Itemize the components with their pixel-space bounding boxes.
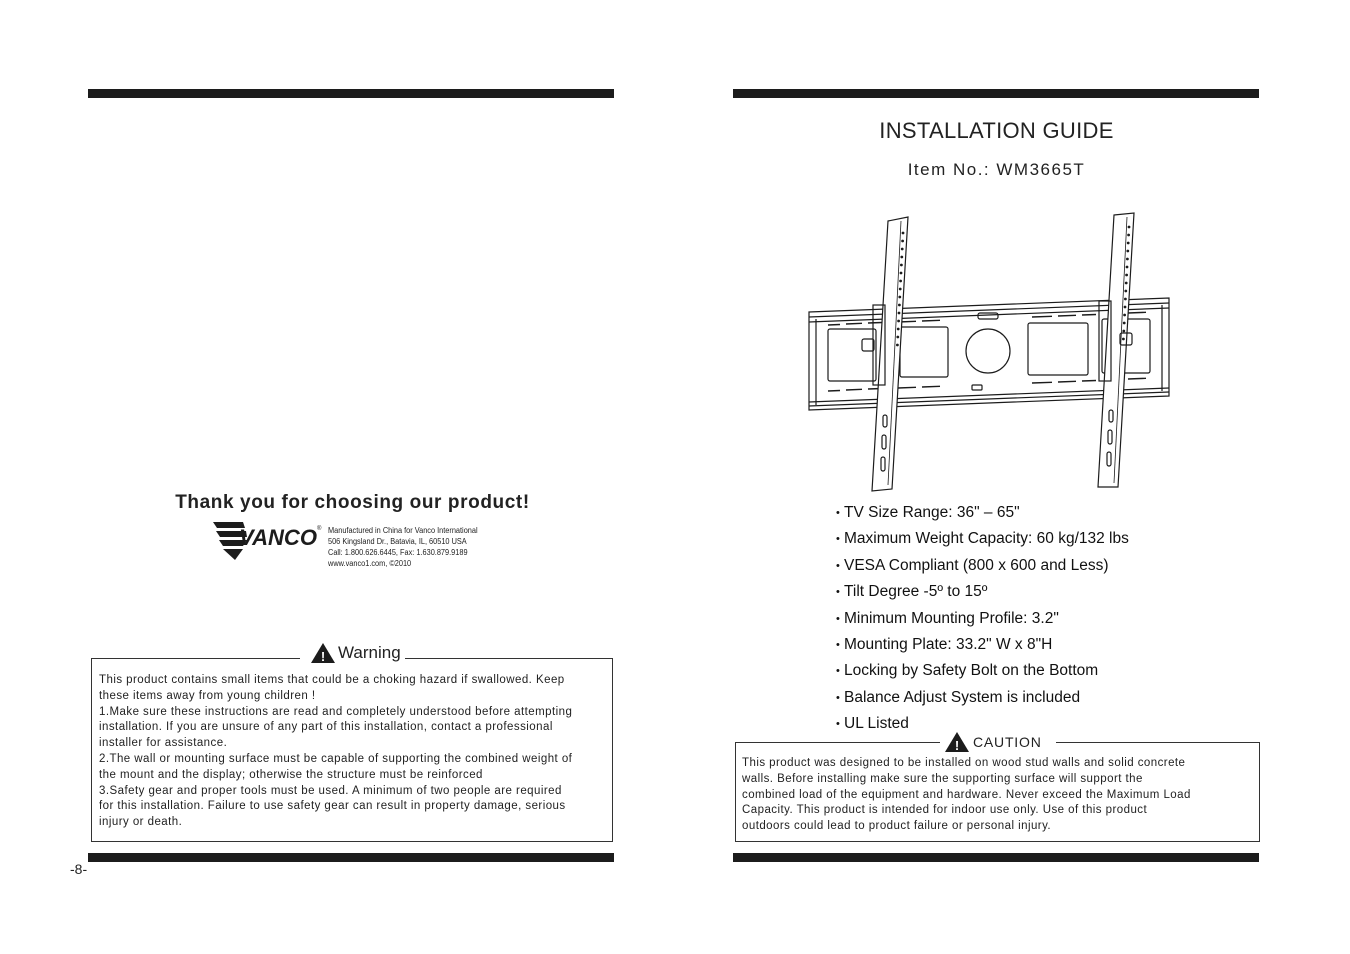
caution-text [742, 756, 1258, 835]
warning-line: 2.The wall or mounting surface must be capable of supporting the combined weight of [99, 752, 573, 765]
warning-text [99, 673, 611, 831]
warning-line: injury or death. [99, 816, 183, 829]
spec-item: • VESA Compliant (800 x 600 and Less) [836, 556, 1109, 574]
warning-line: 1.Make sure these instructions are read and completely understood before attempting [99, 705, 573, 718]
caution-line: Capacity. This product is intended for indoor use only. Use of this product [742, 804, 1148, 817]
logo-registered-mark: ® [317, 526, 322, 532]
right-bottom-rule [733, 853, 1259, 862]
caution-line: combined load of the equipment and hardware. Never exceed the Maximum Load [742, 788, 1191, 801]
mount-illustration [800, 205, 1180, 495]
spec-item: • Minimum Mounting Profile: 3.2" [836, 609, 1059, 627]
manufacturer-line: Manufactured in China for Vanco International [328, 526, 478, 535]
spec-item: • Tilt Degree -5º to 15º [836, 583, 988, 601]
caution-heading: CAUTION [973, 734, 1042, 750]
warning-line: This product contains small items that could be a choking hazard if swallowed. Keep [99, 674, 565, 686]
spec-item: • Maximum Weight Capacity: 60 kg/132 lbs [836, 530, 1129, 548]
spec-item: • Balance Adjust System is included [836, 688, 1081, 706]
page-title: INSTALLATION GUIDE [879, 118, 1114, 143]
caution-line: walls. Before installing make sure the supporting surface will support the [742, 772, 1143, 785]
left-bottom-rule [88, 853, 614, 862]
logo-wordmark: VANCO [239, 525, 317, 550]
svg-text:!: ! [320, 649, 326, 664]
warning-line: these items away from young children ! [99, 689, 316, 702]
spec-item: • TV Size Range: 36" – 65" [836, 504, 1020, 522]
left-top-rule [88, 89, 614, 98]
item-number: Item No.: WM3665T [907, 160, 1086, 179]
spec-item: • UL Listed [836, 715, 909, 733]
vanco-logo [213, 518, 323, 562]
caution-line: outdoors could lead to product failure or personal injury. [742, 820, 1052, 833]
spec-item: • Locking by Safety Bolt on the Bottom [836, 662, 1099, 680]
warning-legend [300, 640, 405, 666]
page-number: -8- [70, 861, 88, 877]
spec-item: • Mounting Plate: 33.2" W x 8"H [836, 636, 1053, 654]
manufacturer-line: www.vanco1.com, ©2010 [328, 559, 412, 568]
warning-line: installer for assistance. [99, 737, 228, 750]
manufacturer-line: Call: 1.800.626.6445, Fax: 1.630.879.9189 [328, 548, 468, 557]
svg-text:!: ! [954, 738, 960, 753]
warning-line: 3.Safety gear and proper tools must be used. A minimum of two people are required [99, 784, 562, 797]
manufacturer-line: 506 Kingsland Dr., Batavia, IL, 60510 USA [328, 537, 467, 546]
caution-legend [940, 729, 1056, 755]
warning-heading: Warning [338, 643, 401, 662]
spec-list [836, 502, 1129, 740]
right-top-rule [733, 89, 1259, 98]
thank-you-heading: Thank you for choosing our product! [175, 492, 530, 513]
warning-line: for this installation. Failure to use safety gear can result in property damage, serious [99, 800, 566, 813]
warning-line: the mount and the display; otherwise the structure must be reinforced [99, 768, 483, 781]
caution-triangle-icon [944, 731, 970, 753]
caution-line: This product was designed to be installed on wood stud walls and solid concrete [742, 757, 1186, 769]
manufacturer-info [328, 525, 491, 569]
warning-triangle-icon [310, 642, 336, 664]
warning-line: installation. If you are unsure of any part of this installation, contact a professional [99, 721, 553, 734]
